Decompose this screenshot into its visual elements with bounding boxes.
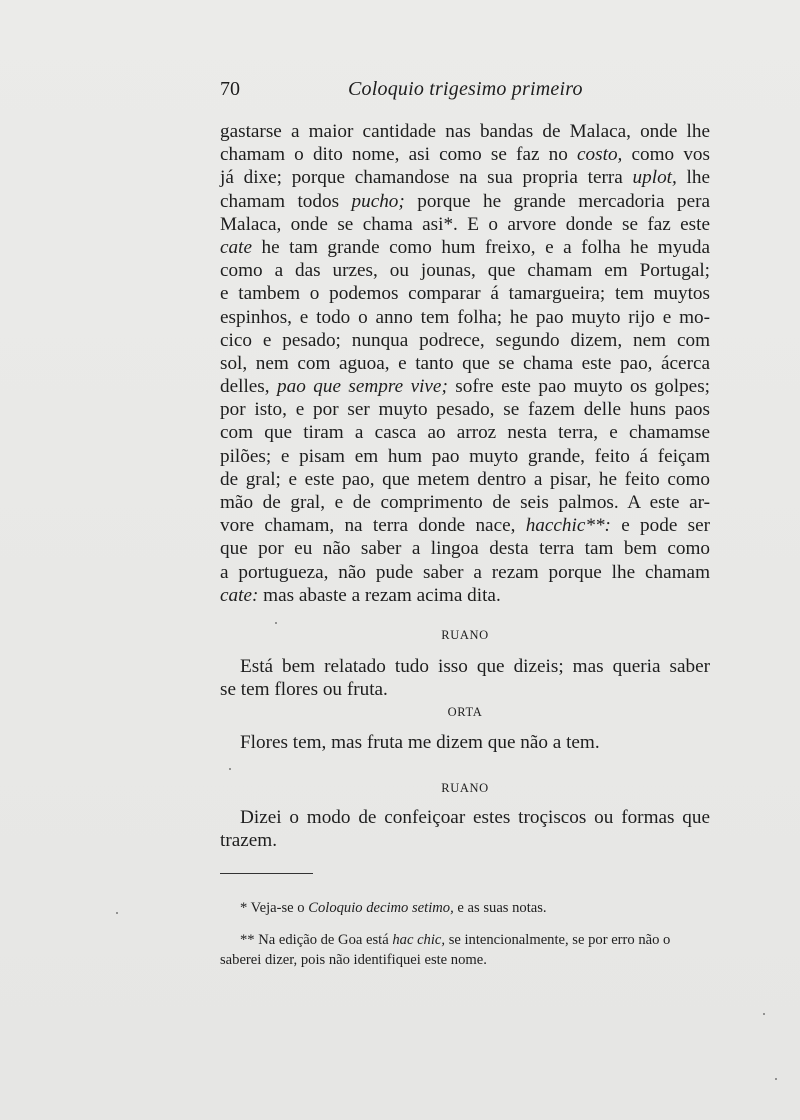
paper-speck — [229, 768, 231, 770]
main-paragraph — [220, 120, 710, 607]
text-line: trazem. — [220, 830, 277, 852]
text-line: espinhos, e todo o anno tem folha; he pao muyto rijo e mo- — [220, 306, 710, 328]
text-line: cate he tam grande como hum freixo, e a folha he myuda — [220, 236, 710, 258]
page-number: 70 — [220, 78, 240, 100]
paper-speck — [275, 622, 277, 624]
text-line: chamam o dito nome, asi como se faz no costo, como vos — [220, 144, 710, 166]
text-line: Malaca, onde se chama asi*. E o arvore donde se faz este — [220, 213, 710, 235]
running-title: Coloquio trigesimo primeiro — [348, 78, 583, 100]
text-line: já dixe; porque chamandose na sua propria terra uplot, lhe — [220, 167, 710, 189]
page-header — [220, 78, 710, 108]
speech-paragraph — [220, 731, 710, 754]
footnote-2: ** Na edição de Goa está hac chic, se intencionalmente, se por erro não o saberei dizer, pois não identifiquei este nome. — [220, 932, 671, 968]
speaker-label-ruano: RUANO — [441, 628, 489, 642]
text-line: cate: mas abaste a rezam acima dita. — [220, 584, 501, 606]
text-line: delles, pao que sempre vive; sofre este pao muyto os golpes; — [220, 376, 710, 398]
text-line: Flores tem, mas fruta me dizem que não a tem. — [240, 732, 600, 753]
text-line: que por eu não saber a lingoa desta terra tam bem como — [220, 538, 710, 560]
speaker-label-orta: ORTA — [447, 705, 483, 719]
speech-paragraph — [220, 806, 710, 852]
text-line: sol, nem com aguoa, e tanto que se chama este pao, ácerca — [220, 352, 710, 374]
text-line: e tambem o podemos comparar á tamargueira; tem muytos — [220, 283, 710, 305]
footnote-rule — [220, 873, 313, 874]
text-line: vore chamam, na terra donde nace, hacchic**: e pode ser — [220, 515, 711, 537]
paper-speck — [775, 1078, 777, 1080]
text-line: cico e pesado; nunqua podrece, segundo dizem, nem com — [220, 329, 710, 351]
text-line: pilões; e pisam em hum pao muyto grande, feito á feiçam — [220, 445, 710, 467]
paper-speck — [116, 912, 118, 914]
footnote-1: * Veja-se o Coloquio decimo setimo, e as suas notas. — [240, 900, 547, 916]
text-line: como a das urzes, ou jounas, que chamam em Portugal; — [220, 260, 710, 282]
text-line: chamam todos pucho; porque he grande mercadoria pera — [220, 190, 710, 212]
text-line: gastarse a maior cantidade nas bandas de Malaca, onde lhe — [220, 121, 710, 142]
text-line: Está bem relatado tudo isso que dizeis; mas queria saber — [240, 656, 710, 677]
text-line: por isto, e por ser muyto pesado, se fazem delle huns paos — [220, 399, 710, 421]
speaker-label-ruano-2: RUANO — [441, 781, 489, 795]
text-line: mão de gral, e de comprimento de seis palmos. A este ar- — [220, 492, 710, 513]
speech-paragraph — [220, 655, 710, 701]
text-line: a portugueza, não pude saber a rezam porque lhe chamam — [220, 561, 710, 583]
text-line: Dizei o modo de confeiçoar estes troçiscos ou formas que — [240, 807, 710, 828]
paper-speck — [763, 1013, 765, 1015]
text-line: de gral; e este pao, que metem dentro a pisar, he feito como — [220, 468, 710, 490]
text-line: com que tiram a casca ao arroz nesta terra, e chamamse — [220, 422, 710, 444]
text-line: se tem flores ou fruta. — [220, 679, 388, 701]
